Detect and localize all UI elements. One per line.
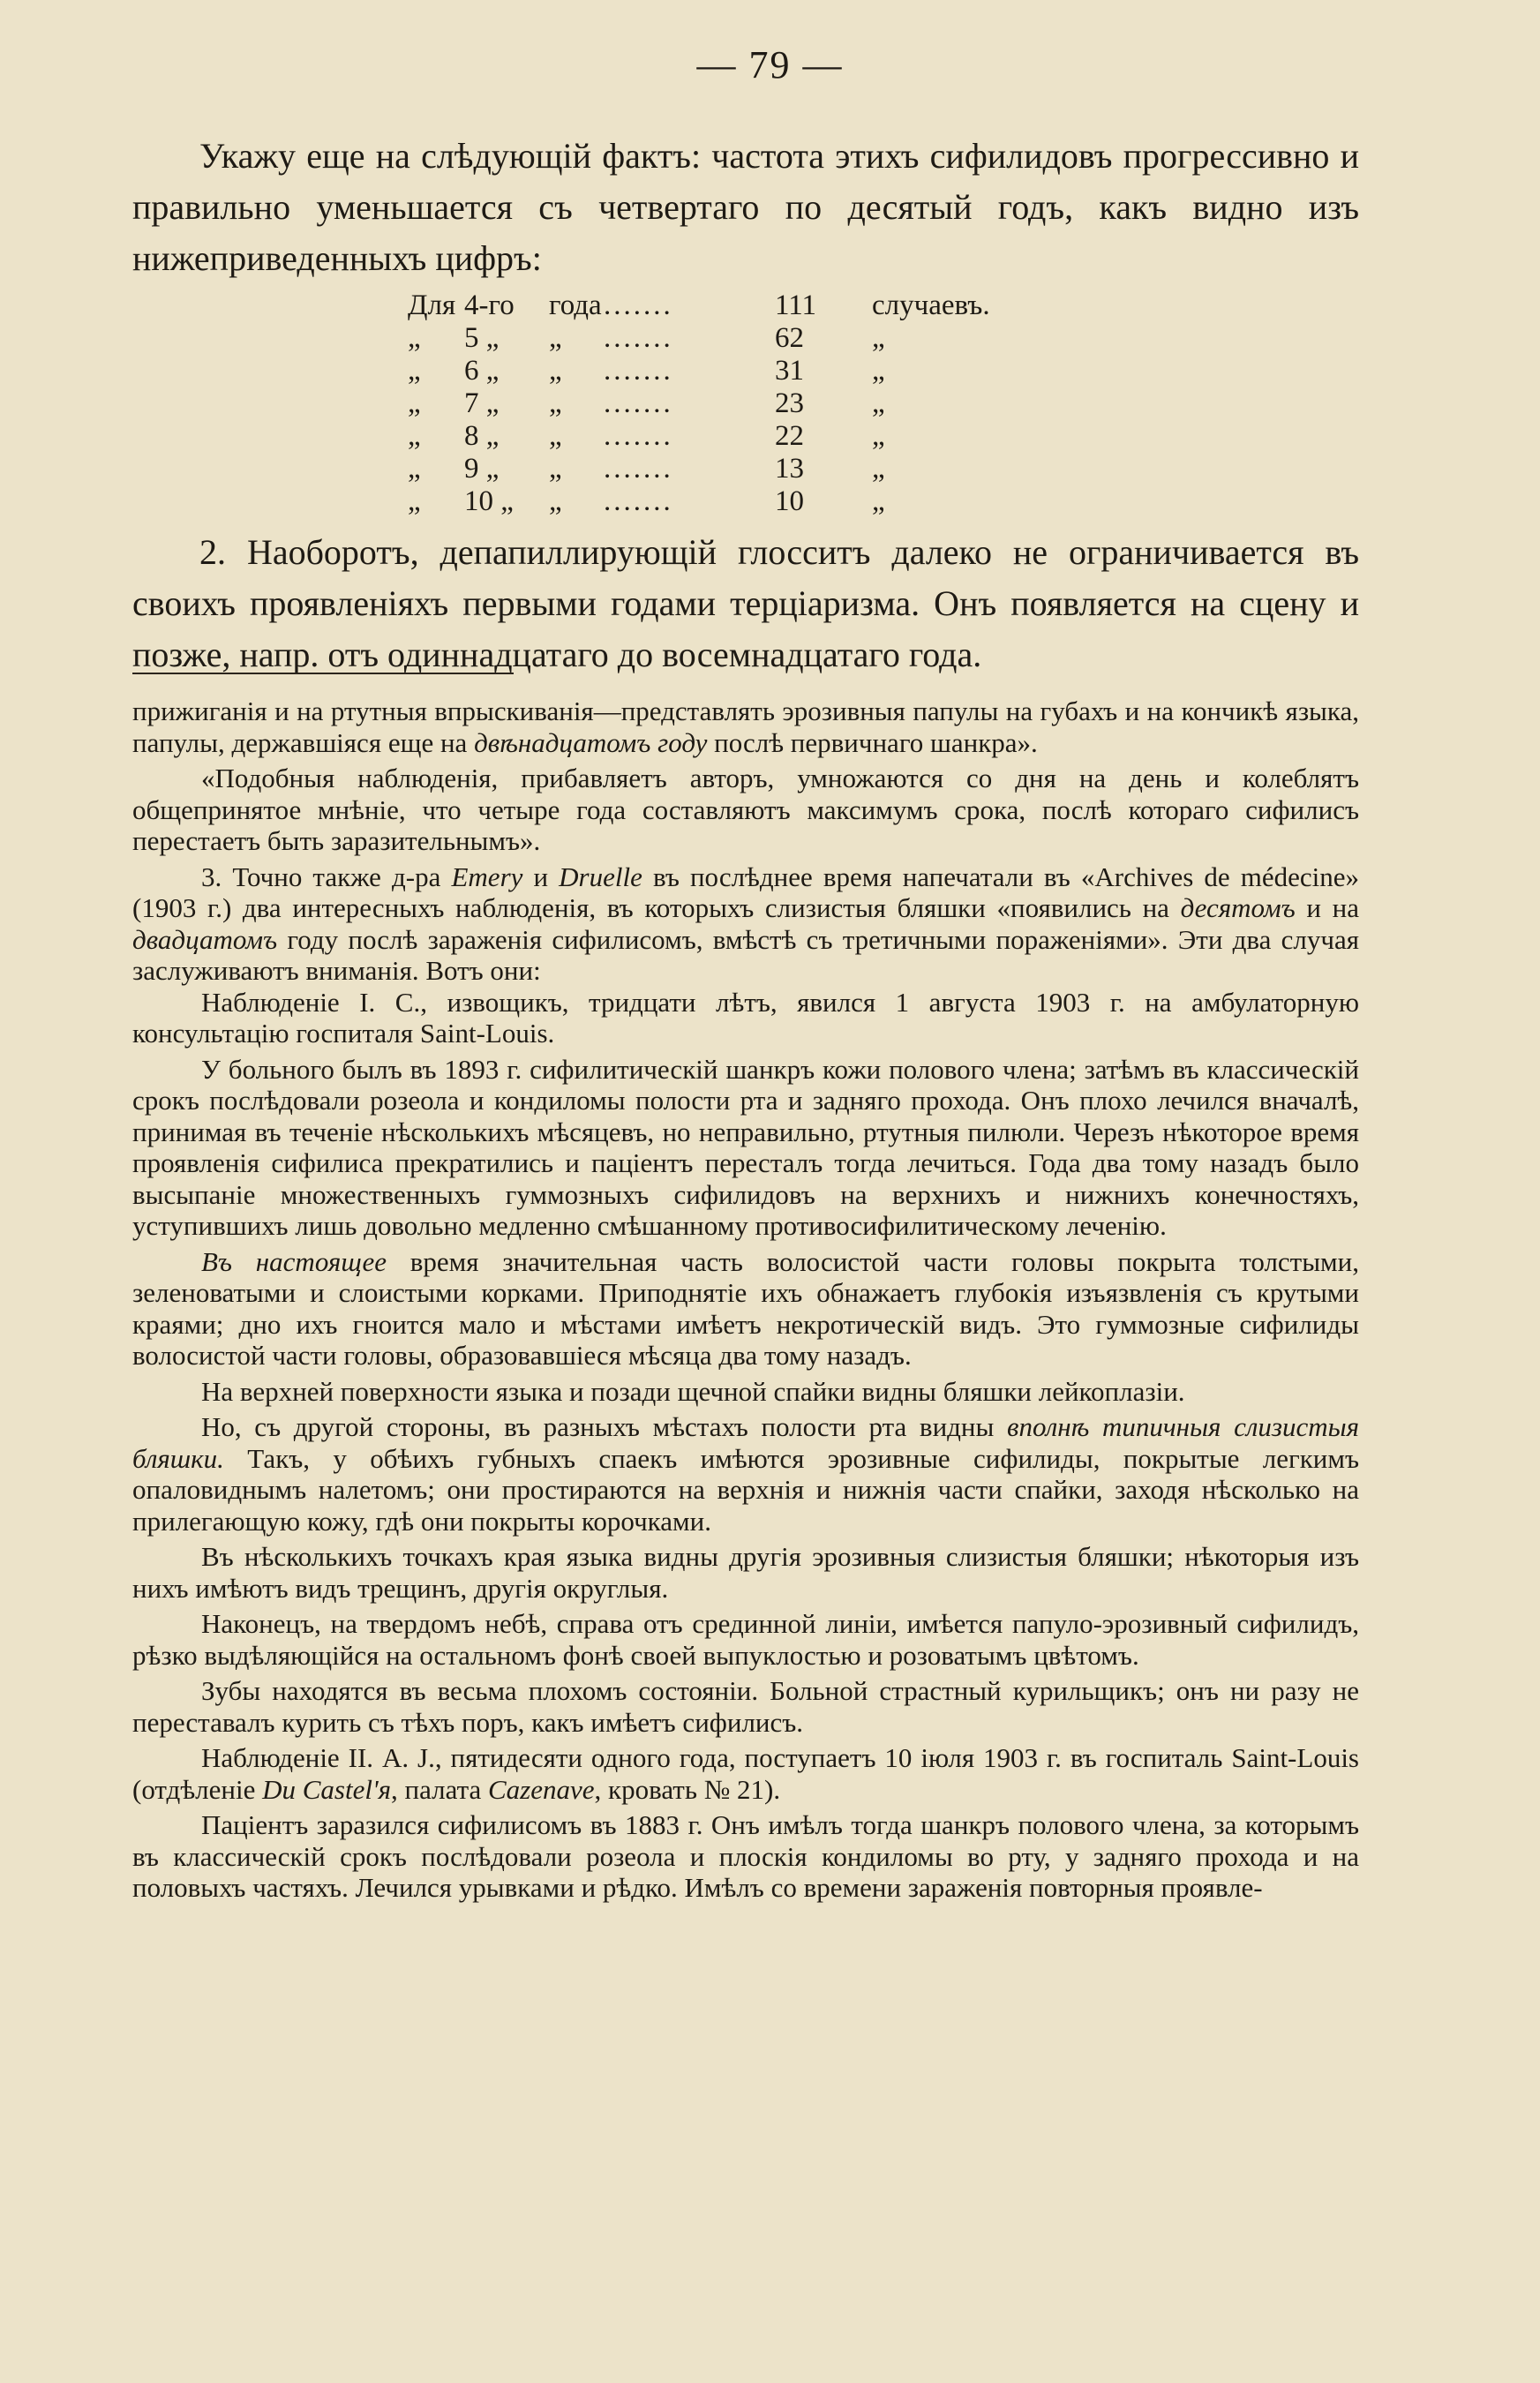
footnote-paragraph: Въ настоящее время значительная часть волосистой части головы покрыта толстыми, зеленоватыми и слоистыми корками. Приподнятіе ихъ обнажаетъ глубокія изъязвленія съ крутыми краями; дно ихъ гноится мало и мѣстами имѣетъ некротическій видъ. Это гуммозные сифилиды волосистой части головы, образовавшіеся мѣсяца два тому назадъ. bbox=[132, 1245, 1360, 1371]
footnote-paragraph: Наблюденіе II. А. J., пятидесяти одного года, поступаетъ 10 іюля 1903 г. въ госпиталь Saint-Louis (отдѣленіе Du Castel'я, палата Cazenave, кровать № 21). bbox=[132, 1742, 1359, 1805]
footnote-paragraph: У больного былъ въ 1893 г. сифилитическій шанкръ кожи полового члена; затѣмъ въ классическій срокъ послѣдовали розеола и кондиломы полости рта и задняго прохода. Онъ плохо лечился вначалѣ, принимая въ теченіе нѣсколькихъ мѣсяцевъ, но неправильно, ртутныя пилюли. Черезъ нѣкоторое время проявленія сифилиса прекратились и паціентъ пересталъ тогда лечиться. Года два тому назадъ было высыпаніе множественныхъ гуммозныхъ сифилидовъ на верхнихъ и нижнихъ конечностяхъ, уступившихъ лишь довольно медленно смѣшанному противосифилитическому леченію. bbox=[132, 1053, 1359, 1241]
table-row: „ 10 „ „ ....... 10 „ bbox=[408, 485, 885, 517]
main-text bbox=[132, 131, 1359, 680]
main-paragraph-1: Укажу еще на слѣдующій фактъ: частота этихъ сифилидовъ прогрессивно и правильно уменьшается съ четвертаго по десятый годъ, какъ видно изъ нижеприведенныхъ цифръ: bbox=[132, 136, 1359, 278]
table-row: Для 4-го года ....... 111 случаевъ. bbox=[408, 289, 990, 321]
footnote-paragraph: прижиганія и на ртутныя впрыскиванія—представлять эрозивныя папулы на губахъ и на кончикѣ языка, папулы, державшіяся еще на двѣнадцатомъ году послѣ первичнаго шанкра». bbox=[132, 695, 1359, 758]
footnote-paragraph: Но, съ другой стороны, въ разныхъ мѣстахъ полости рта видны вполнѣ типичныя слизистыя бляшки. Такъ, у обѣихъ губныхъ спаекъ имѣются эрозивные сифилиды, покрытые легкимъ опаловиднымъ налетомъ; они простираются на верхнія и нижнія части спайки, заходя нѣсколько на прилегающую кожу, гдѣ они покрыты корочками. bbox=[132, 1411, 1360, 1537]
footnote-paragraph: Зубы находятся въ весьма плохомъ состояніи. Больной страстный курильщикъ; онъ ни разу не переставалъ курить съ тѣхъ поръ, какъ имѣетъ сифилисъ. bbox=[132, 1675, 1359, 1738]
table-row: „ 6 „ „ ....... 31 „ bbox=[408, 355, 885, 387]
table-row: „ 8 „ „ ....... 22 „ bbox=[408, 420, 885, 452]
footnote-divider bbox=[132, 673, 514, 674]
table-row: „ 7 „ „ ....... 23 „ bbox=[408, 387, 885, 419]
footnote-paragraph: На верхней поверхности языка и позади щечной спайки видны бляшки лейкоплазіи. bbox=[201, 1375, 1185, 1407]
footnote-paragraph: Паціентъ заразился сифилисомъ въ 1883 г. Онъ имѣлъ тогда шанкръ полового члена, за которымъ въ классическій срокъ послѣдовали розеола и плоскія кондиломы во рту, у задняго прохода и на половыхъ частяхъ. Лечился урывками и рѣдко. Имѣлъ со времени зараженія повторныя проявле- bbox=[132, 1809, 1359, 1903]
yearly-cases-table bbox=[132, 289, 1359, 518]
footnote-text bbox=[132, 695, 1359, 1904]
footnote-paragraph: Наблюденіе I. С., извощикъ, тридцати лѣтъ, явился 1 августа 1903 г. на амбулаторную консультацію госпиталя Saint-Louis. bbox=[132, 986, 1359, 1049]
table-row: „ 5 „ „ ....... 62 „ bbox=[408, 322, 885, 354]
footnote-paragraph: «Подобныя наблюденія, прибавляетъ авторъ, умножаются со дня на день и колеблятъ общепринятое мнѣніе, что четыре года составляютъ максимумъ срока, послѣ котораго сифилисъ перестаетъ быть заразительнымъ». bbox=[132, 763, 1359, 856]
table-row: „ 9 „ „ ....... 13 „ bbox=[408, 453, 885, 485]
main-paragraph-2: 2. Наоборотъ, депапиллирующій глосситъ далеко не ограничивается въ своихъ проявленіяхъ первыми годами терціаризма. Онъ появляется на сцену и позже, напр. отъ одиннадцатаго до восемнадцатаго года. bbox=[132, 532, 1359, 674]
footnote-paragraph: 3. Точно также д-ра Emery и Druelle въ послѣднее время напечатали въ «Archives de médecine» (1903 г.) два интересныхъ наблюденія, въ которыхъ слизистыя бляшки «появились на десятомъ и на двадцатомъ году послѣ зараженія сифилисомъ, вмѣстѣ съ третичными пораженіями». Эти два случая заслуживаютъ вниманія. Вотъ они: bbox=[132, 861, 1360, 986]
footnote-paragraph: Наконецъ, на твердомъ небѣ, справа отъ срединной линіи, имѣется папуло-эрозивный сифилидъ, рѣзко выдѣляющійся на остальномъ фонѣ своей выпуклостью и розоватымъ цвѣтомъ. bbox=[132, 1608, 1359, 1671]
footnote-paragraph: Въ нѣсколькихъ точкахъ края языка видны другія эрозивныя слизистыя бляшки; нѣкоторыя изъ нихъ имѣютъ видъ трещинъ, другія округлыя. bbox=[132, 1541, 1359, 1604]
page-number: — 79 — bbox=[696, 43, 844, 86]
